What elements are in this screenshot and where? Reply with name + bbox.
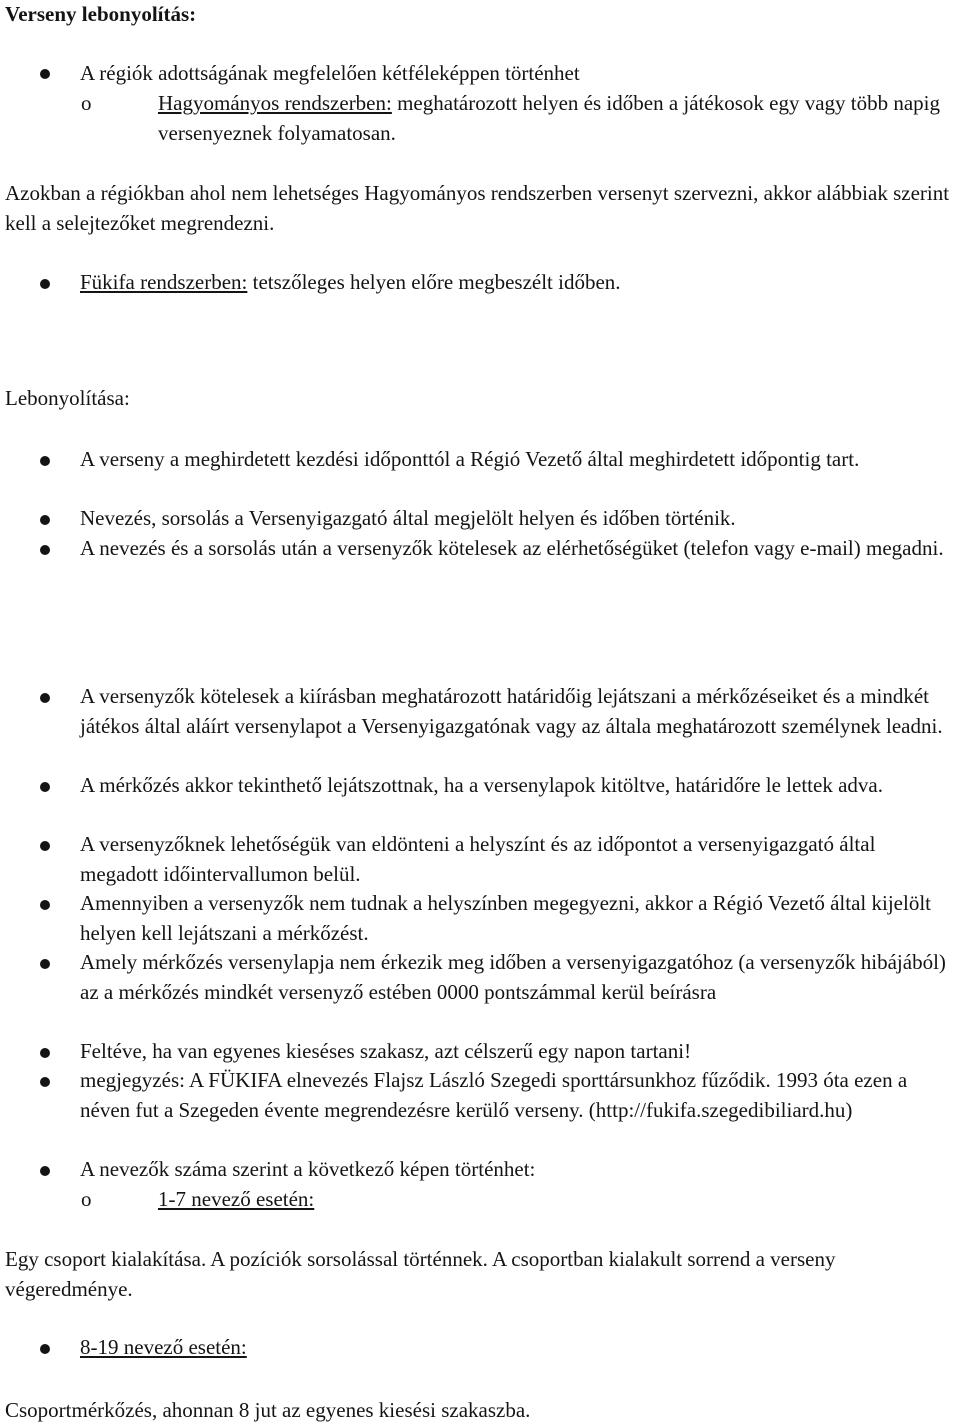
bullet: [40, 1048, 50, 1058]
sub-bullet-marker: o: [81, 91, 92, 115]
bullet: [40, 782, 50, 792]
bullet: [40, 279, 50, 289]
bullet: [40, 900, 50, 910]
bullet: [40, 841, 50, 851]
traditional-text: meghatározott helyen és időben a játékosok egy vagy több napig versenyeznek folyamatosan.: [158, 91, 941, 145]
list-item: A nevezés és a sorsolás után a versenyzők kötelesek az elérhetőségüket (telefon vagy e-mail) megadni.: [80, 536, 944, 560]
section-title-lebonyolitas: Lebonyolítása:: [5, 386, 130, 410]
list-item: A versenyzőknek lehetőségük van eldönteni a helyszínt és az időpontot a versenyigazgató által megadott időintervallumon belül.: [80, 832, 876, 886]
traditional-label: Hagyományos rendszerben:: [158, 91, 392, 115]
case-8-19-label: 8-19 nevező esetén:: [80, 1335, 247, 1359]
sub-item-traditional: [158, 89, 952, 148]
bullet: [40, 1077, 50, 1087]
list-item: Nevezés, sorsolás a Versenyigazgató által megjelölt helyen és időben történik.: [80, 506, 736, 530]
case-1-7-text: Egy csoport kialakítása. A pozíciók sorsolással történnek. A csoportban kialakult sorrend a verseny végeredménye.: [5, 1247, 836, 1301]
sub-bullet-marker: o: [81, 1187, 92, 1211]
list-item: megjegyzés: A FÜKIFA elnevezés Flajsz László Szegedi sporttársunkhoz fűződik. 1993 óta ezen a néven fut a Szegeden évente megrendezésre kerülő verseny. (http://fukifa.szegedibiliard.hu): [80, 1068, 908, 1122]
bullet: [40, 456, 50, 466]
page-heading: Verseny lebonyolítás:: [5, 2, 197, 26]
case-1-7-label: 1-7 nevező esetén:: [158, 1187, 315, 1211]
bullet: [40, 693, 50, 703]
bullet: [40, 515, 50, 525]
list-item: A versenyzők kötelesek a kiírásban meghatározott határidőig lejátszani a mérkőzéseiket és a mindkét játékos által aláírt versenylapot a Versenyigazgatónak vagy az általa meghatározott személynek leadni.: [80, 684, 943, 738]
bullet: [40, 1344, 50, 1354]
bullet: [40, 545, 50, 555]
fukifa-label: Fükifa rendszerben:: [80, 270, 248, 294]
list-item: Amennyiben a versenyzők nem tudnak a helyszínben megegyezni, akkor a Régió Vezető által kijelölt helyen kell lejátszani a mérkőzést.: [80, 891, 932, 945]
fukifa-text: tetszőleges helyen előre megbeszélt időben.: [247, 270, 621, 294]
list-item: A nevezők száma szerint a következő képen történhet:: [80, 1157, 536, 1181]
list-item: Amely mérkőzés versenylapja nem érkezik meg időben a versenyigazgatóhoz (a versenyzők hibájából) az a mérkőzés mindkét versenyző estében 0000 pontszámmal kerül beírásra: [80, 950, 946, 1004]
paragraph-regions: Azokban a régiókban ahol nem lehetséges Hagyományos rendszerben versenyt szervezni, akkor alábbiak szerint kell a selejtezőket megrendezni.: [5, 181, 950, 235]
list-item-fukifa: [80, 268, 952, 298]
case-8-19-text: Csoportmérkőzés, ahonnan 8 jut az egyenes kiesési szakaszba.: [5, 1398, 531, 1422]
list-item: A mérkőzés akkor tekinthető lejátszottnak, ha a versenylapok kitöltve, határidőre le lettek adva.: [80, 773, 883, 797]
bullet: [40, 959, 50, 969]
list-item-intro: A régiók adottságának megfelelően kétféleképpen történhet: [80, 61, 580, 85]
bullet: [40, 69, 50, 79]
bullet: [40, 1166, 50, 1176]
list-item: A verseny a meghirdetett kezdési időponttól a Régió Vezető által meghirdetett időpontig tart.: [80, 447, 860, 471]
list-item: Feltéve, ha van egyenes kieséses szakasz, azt célszerű egy napon tartani!: [80, 1039, 692, 1063]
